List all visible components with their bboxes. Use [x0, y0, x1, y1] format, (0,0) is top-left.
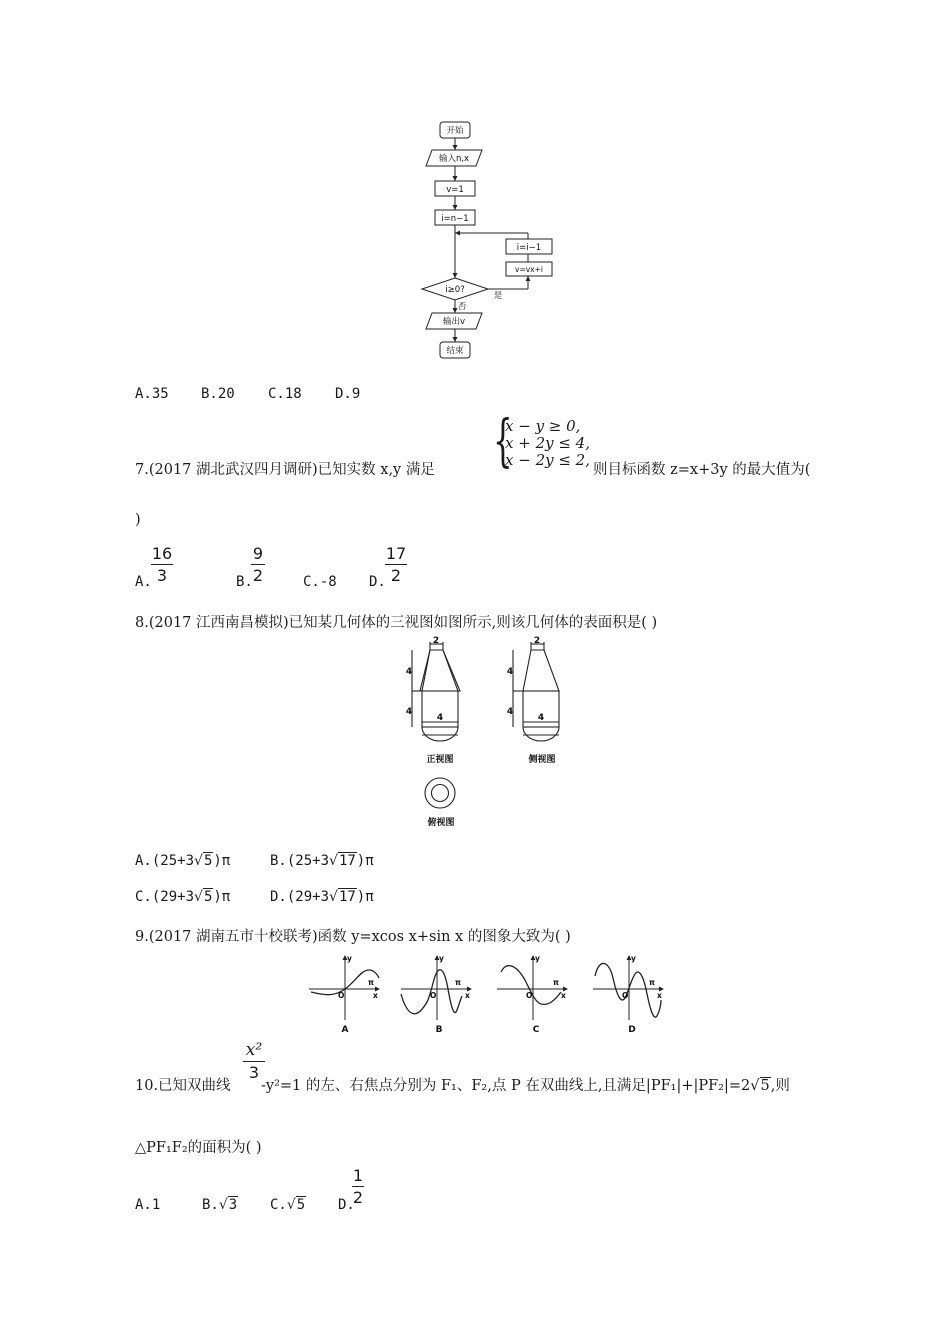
q7-choice-a-num: 16 [151, 544, 173, 563]
q10-sqrt-c: √5 [286, 1197, 306, 1213]
graph-a-x: x [373, 991, 378, 1000]
graph-c-x: x [561, 991, 566, 1000]
graph-b-pi: π [455, 978, 461, 987]
q10-choice-c-rad: 5 [296, 1197, 306, 1213]
flow-yes: 是 [493, 291, 503, 301]
flow-input: 输入n,x [438, 154, 470, 164]
dim-h1-front: 4 [405, 667, 413, 677]
dim-top-side: 2 [533, 636, 541, 646]
graph-c-o: O [526, 991, 533, 1000]
q7-brace: { [493, 409, 513, 474]
q7-choice-b-label[interactable]: B. [236, 574, 253, 590]
q8-stem: 8.(2017 江西南昌模拟)已知某几何体的三视图如图所示,则该几何体的表面积是( ) [135, 615, 658, 631]
q8-choice-b[interactable] [270, 853, 374, 869]
q8-choice-a-pre: A.(25+3 [135, 853, 195, 869]
flow-i-init: i=n−1 [441, 214, 469, 224]
q8-choice-a-post: )π [213, 853, 231, 869]
q10-choice-b[interactable] [202, 1197, 238, 1213]
flow-v-init: v=1 [446, 185, 464, 195]
q10-frac-num: x² [245, 1040, 263, 1060]
three-view-diagram [405, 636, 575, 832]
q8-choice-d-post: )π [356, 889, 374, 905]
graph-a-o: O [338, 991, 345, 1000]
q7-stem-close: ) [135, 512, 141, 528]
dim-h2-front: 4 [405, 707, 413, 717]
front-view-label: 正视图 [426, 755, 454, 765]
q10-stem-pre: 10.已知双曲线 [135, 1078, 231, 1094]
q8-choice-c[interactable] [135, 889, 230, 905]
dim-base-front: 4 [436, 713, 444, 723]
q10-stem-line2: △PF₁F₂的面积为( ) [135, 1140, 262, 1156]
q7-stem-after: 则目标函数 z=x+3y 的最大值为( [593, 462, 811, 478]
q8-sqrt-d: √17 [329, 889, 356, 905]
graph-a-pi: π [368, 978, 374, 987]
q10-choice-b-rad: 3 [228, 1197, 238, 1213]
graph-label-a[interactable]: A [341, 1025, 349, 1035]
graph-c-y: y [535, 954, 540, 963]
q9-stem: 9.(2017 湖南五市十校联考)函数 y=xcos x+sin x 的图象大致为( ) [135, 929, 571, 945]
q6-choice-d[interactable]: D.9 [335, 386, 361, 402]
graph-label-c[interactable]: C [532, 1025, 540, 1035]
q10-stem-mid [261, 1074, 790, 1095]
dim-h2-side: 4 [506, 707, 514, 717]
q8-choice-a-rad: 5 [203, 853, 213, 869]
q10-stem-mid-text: -y²=1 的左、右焦点分别为 F₁、F₂,点 P 在双曲线上,且满足|PF₁|+|PF₂|=2 [261, 1078, 751, 1094]
flow-no: 否 [457, 302, 467, 312]
dim-top-front: 2 [432, 636, 440, 646]
q7-choice-d-num: 17 [385, 544, 407, 563]
dim-h1-side: 4 [506, 667, 514, 677]
q7-choice-d-label[interactable]: D. [369, 574, 386, 590]
flow-i-dec: i=i−1 [516, 243, 542, 253]
q10-choice-c-pre: C. [270, 1197, 287, 1213]
graph-label-d[interactable]: D [628, 1025, 636, 1035]
side-view-label: 侧视图 [528, 755, 556, 765]
q10-choice-c[interactable] [270, 1197, 306, 1213]
q10-choice-d-label[interactable]: D. [338, 1197, 355, 1213]
q8-sqrt-b: √17 [329, 853, 356, 869]
q8-choice-c-pre: C.(29+3 [135, 889, 195, 905]
q8-sqrt-a: √5 [194, 853, 213, 869]
q10-choice-a[interactable]: A.1 [135, 1197, 161, 1213]
q6-choice-c[interactable]: C.18 [268, 386, 302, 402]
top-view-label: 俯视图 [427, 818, 455, 828]
flow-condition: i≥0? [445, 285, 465, 295]
q8-sqrt-c: √5 [194, 889, 213, 905]
graph-d-x: x [657, 991, 662, 1000]
q10-stem-rad: 5 [760, 1078, 770, 1094]
q10-frac-den: 3 [248, 1063, 260, 1082]
flow-v-update: v=vx+i [515, 265, 543, 274]
q8-choice-b-post: )π [356, 853, 374, 869]
q7-constraint-3: x − 2y ≤ 2, [505, 451, 590, 469]
q8-choice-d-rad: 17 [338, 889, 356, 905]
algorithm-flowchart [420, 118, 560, 364]
q8-choice-b-rad: 17 [338, 853, 356, 869]
q7-choice-a-label[interactable]: A. [135, 574, 152, 590]
q10-choice-d-num: 1 [352, 1166, 364, 1185]
q7-choice-b-den: 2 [252, 566, 264, 585]
flow-output: 输出v [442, 317, 466, 327]
q10-choice-d-frac [352, 1166, 364, 1207]
graph-d-pi: π [649, 978, 655, 987]
q6-choice-b[interactable]: B.20 [201, 386, 235, 402]
q8-choice-c-post: )π [213, 889, 231, 905]
q10-stem-post: ,则 [770, 1078, 790, 1094]
q7-constraint-2: x + 2y ≤ 4, [505, 434, 590, 452]
q6-choice-a[interactable]: A.35 [135, 386, 169, 402]
graph-a-y: y [347, 954, 352, 963]
q7-choice-d-den: 2 [390, 566, 402, 585]
graph-d-o: O [622, 991, 629, 1000]
graph-label-b[interactable]: B [435, 1025, 443, 1035]
q7-choice-b-num: 9 [252, 544, 264, 563]
q10-choice-d-den: 2 [352, 1188, 364, 1207]
q7-stem-before: 7.(2017 湖北武汉四月调研)已知实数 x,y 满足 [135, 462, 435, 478]
q8-choice-d[interactable] [270, 889, 374, 905]
flow-start: 开始 [446, 126, 464, 136]
q7-choice-b-frac [251, 544, 265, 585]
graph-c-pi: π [553, 978, 559, 987]
q10-stem-sqrt: √5 [750, 1078, 770, 1094]
function-graph-options [305, 952, 685, 1036]
q8-choice-b-pre: B.(25+3 [270, 853, 330, 869]
q10-sqrt-b: √3 [218, 1197, 238, 1213]
q7-choice-a-den: 3 [156, 566, 168, 585]
graph-d-y: y [631, 954, 636, 963]
graph-b-o: O [430, 991, 437, 1000]
q7-constraint-1: x − y ≥ 0, [505, 417, 581, 435]
q8-choice-a[interactable] [135, 853, 230, 869]
q8-choice-d-pre: D.(29+3 [270, 889, 330, 905]
graph-b-x: x [465, 991, 470, 1000]
graph-b-y: y [439, 954, 444, 963]
q10-choice-b-pre: B. [202, 1197, 219, 1213]
q6-choices [135, 386, 360, 402]
q7-choice-a-frac [151, 544, 173, 585]
dim-base-side: 4 [537, 713, 545, 723]
q8-choice-c-rad: 5 [203, 889, 213, 905]
q7-choice-c[interactable]: C.-8 [303, 574, 337, 590]
q7-choice-d-frac [385, 544, 407, 585]
flow-end: 结束 [446, 346, 464, 356]
